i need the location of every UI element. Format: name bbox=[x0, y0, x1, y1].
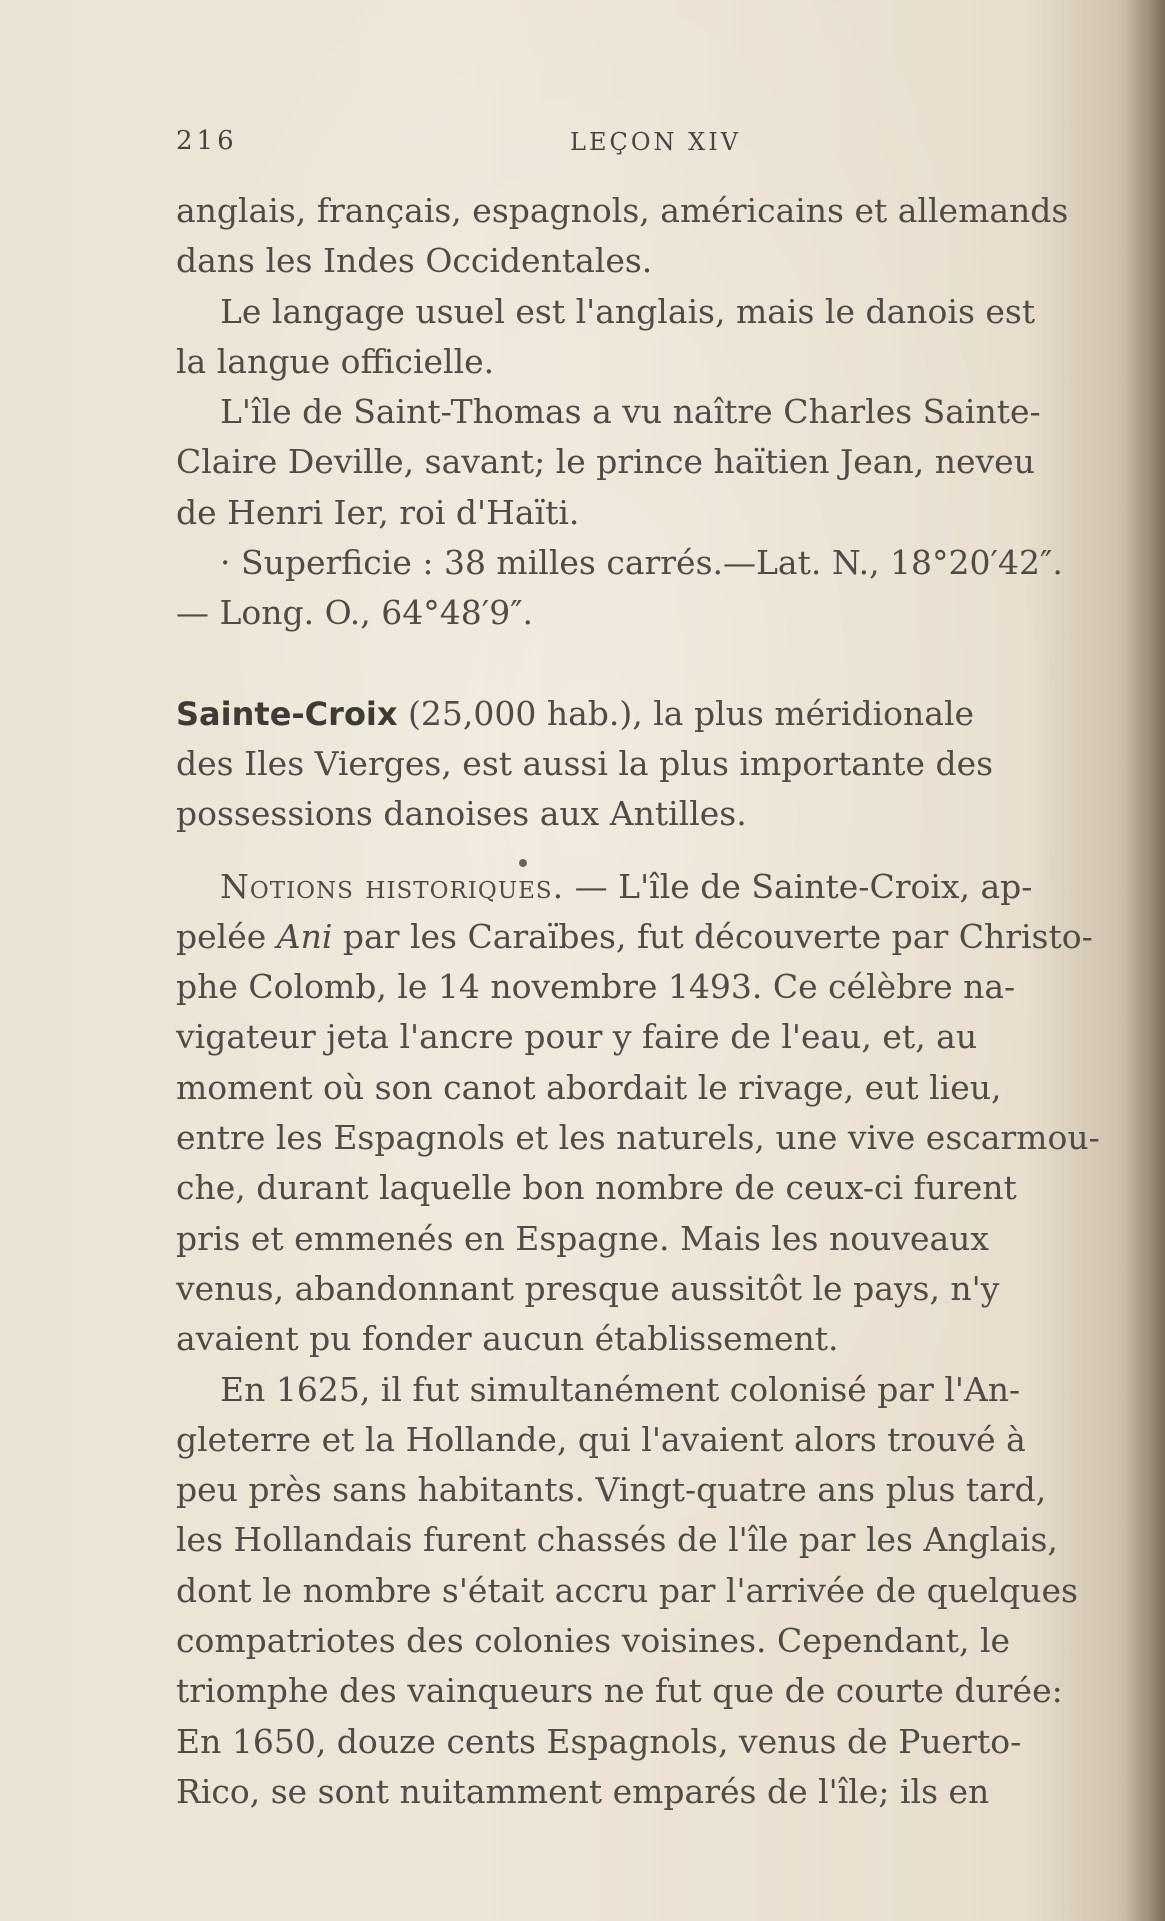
text-line: vigateur jeta l'ancre pour y faire de l'eau, et, au bbox=[176, 1017, 978, 1057]
italic-word: Ani bbox=[276, 916, 333, 956]
text-line: che, durant laquelle bon nombre de ceux-ci furent bbox=[176, 1168, 1017, 1208]
text-line: L'île de Saint-Thomas a vu naître Charles Sainte- bbox=[220, 392, 1041, 432]
text-line: pris et emmenés en Espagne. Mais les nouveaux bbox=[176, 1218, 990, 1258]
text-line: compatriotes des colonies voisines. Cependant, le bbox=[176, 1621, 1011, 1661]
text-line: dont le nombre s'était accru par l'arrivée de quelques bbox=[176, 1570, 1078, 1610]
text-line: peu près sans habitants. Vingt-quatre ans plus tard, bbox=[176, 1470, 1047, 1510]
text-line: de Henri Ier, roi d'Haïti. bbox=[176, 492, 580, 532]
text-line: En 1650, douze cents Espagnols, venus de Puerto- bbox=[176, 1721, 1022, 1761]
section-gap bbox=[176, 639, 1134, 689]
body-text bbox=[176, 186, 1134, 1817]
text-run: pelée bbox=[176, 916, 277, 956]
text-line: Le langage usuel est l'anglais, mais le danois est bbox=[220, 291, 1036, 331]
text-line: anglais, français, espagnols, américains et allemands bbox=[176, 191, 1069, 230]
text-line: moment où son canot abordait le rivage, eut lieu, bbox=[176, 1067, 1002, 1107]
text-line: Rico, se sont nuitamment emparés de l'île; ils en bbox=[176, 1771, 990, 1811]
text-line: la langue officielle. bbox=[176, 341, 495, 381]
text-line: les Hollandais furent chassés de l'île par les Anglais, bbox=[176, 1520, 1058, 1560]
text-line: En 1625, il fut simultanément colonisé par l'An- bbox=[220, 1369, 1021, 1409]
text-line bbox=[176, 689, 1134, 739]
page-number: 216 bbox=[176, 126, 238, 156]
text-line bbox=[176, 862, 1134, 912]
text-run: — L'île de Sainte-Croix, ap- bbox=[564, 866, 1033, 906]
ink-dot bbox=[519, 859, 527, 867]
text-line: Claire Deville, savant; le prince haïtien Jean, neveu bbox=[176, 442, 1035, 482]
text-line: · Superficie : 38 milles carrés.—Lat. N., 18°20′42″. bbox=[220, 543, 1063, 583]
text-line: entre les Espagnols et les naturels, une vive escarmou- bbox=[176, 1118, 1100, 1158]
section-label: Notions historiques. bbox=[220, 866, 565, 906]
text-line: avaient pu fonder aucun établissement. bbox=[176, 1319, 839, 1359]
text-line: venus, abandonnant presque aussitôt le pays, n'y bbox=[176, 1268, 1000, 1308]
text-line: — Long. O., 64°48′9″. bbox=[176, 593, 534, 633]
section-title: Sainte-Croix bbox=[176, 694, 398, 733]
text-line: dans les Indes Occidentales. bbox=[176, 241, 653, 281]
text-run: (25,000 hab.), la plus méridionale bbox=[397, 693, 975, 733]
text-line: des Iles Vierges, est aussi la plus importante des bbox=[176, 743, 994, 783]
text-line bbox=[176, 912, 1134, 962]
text-run: par les Caraïbes, fut découverte par Christo- bbox=[332, 916, 1093, 956]
running-head: LEÇON XIV bbox=[570, 128, 742, 156]
text-line: gleterre et la Hollande, qui l'avaient alors trouvé à bbox=[176, 1419, 1026, 1459]
text-line: phe Colomb, le 14 novembre 1493. Ce célèbre na- bbox=[176, 967, 1016, 1007]
section-gap bbox=[176, 840, 1134, 862]
text-line: possessions danoises aux Antilles. bbox=[176, 794, 747, 834]
text-line: triomphe des vainqueurs ne fut que de courte durée: bbox=[176, 1671, 1063, 1711]
page-header bbox=[176, 126, 1056, 166]
